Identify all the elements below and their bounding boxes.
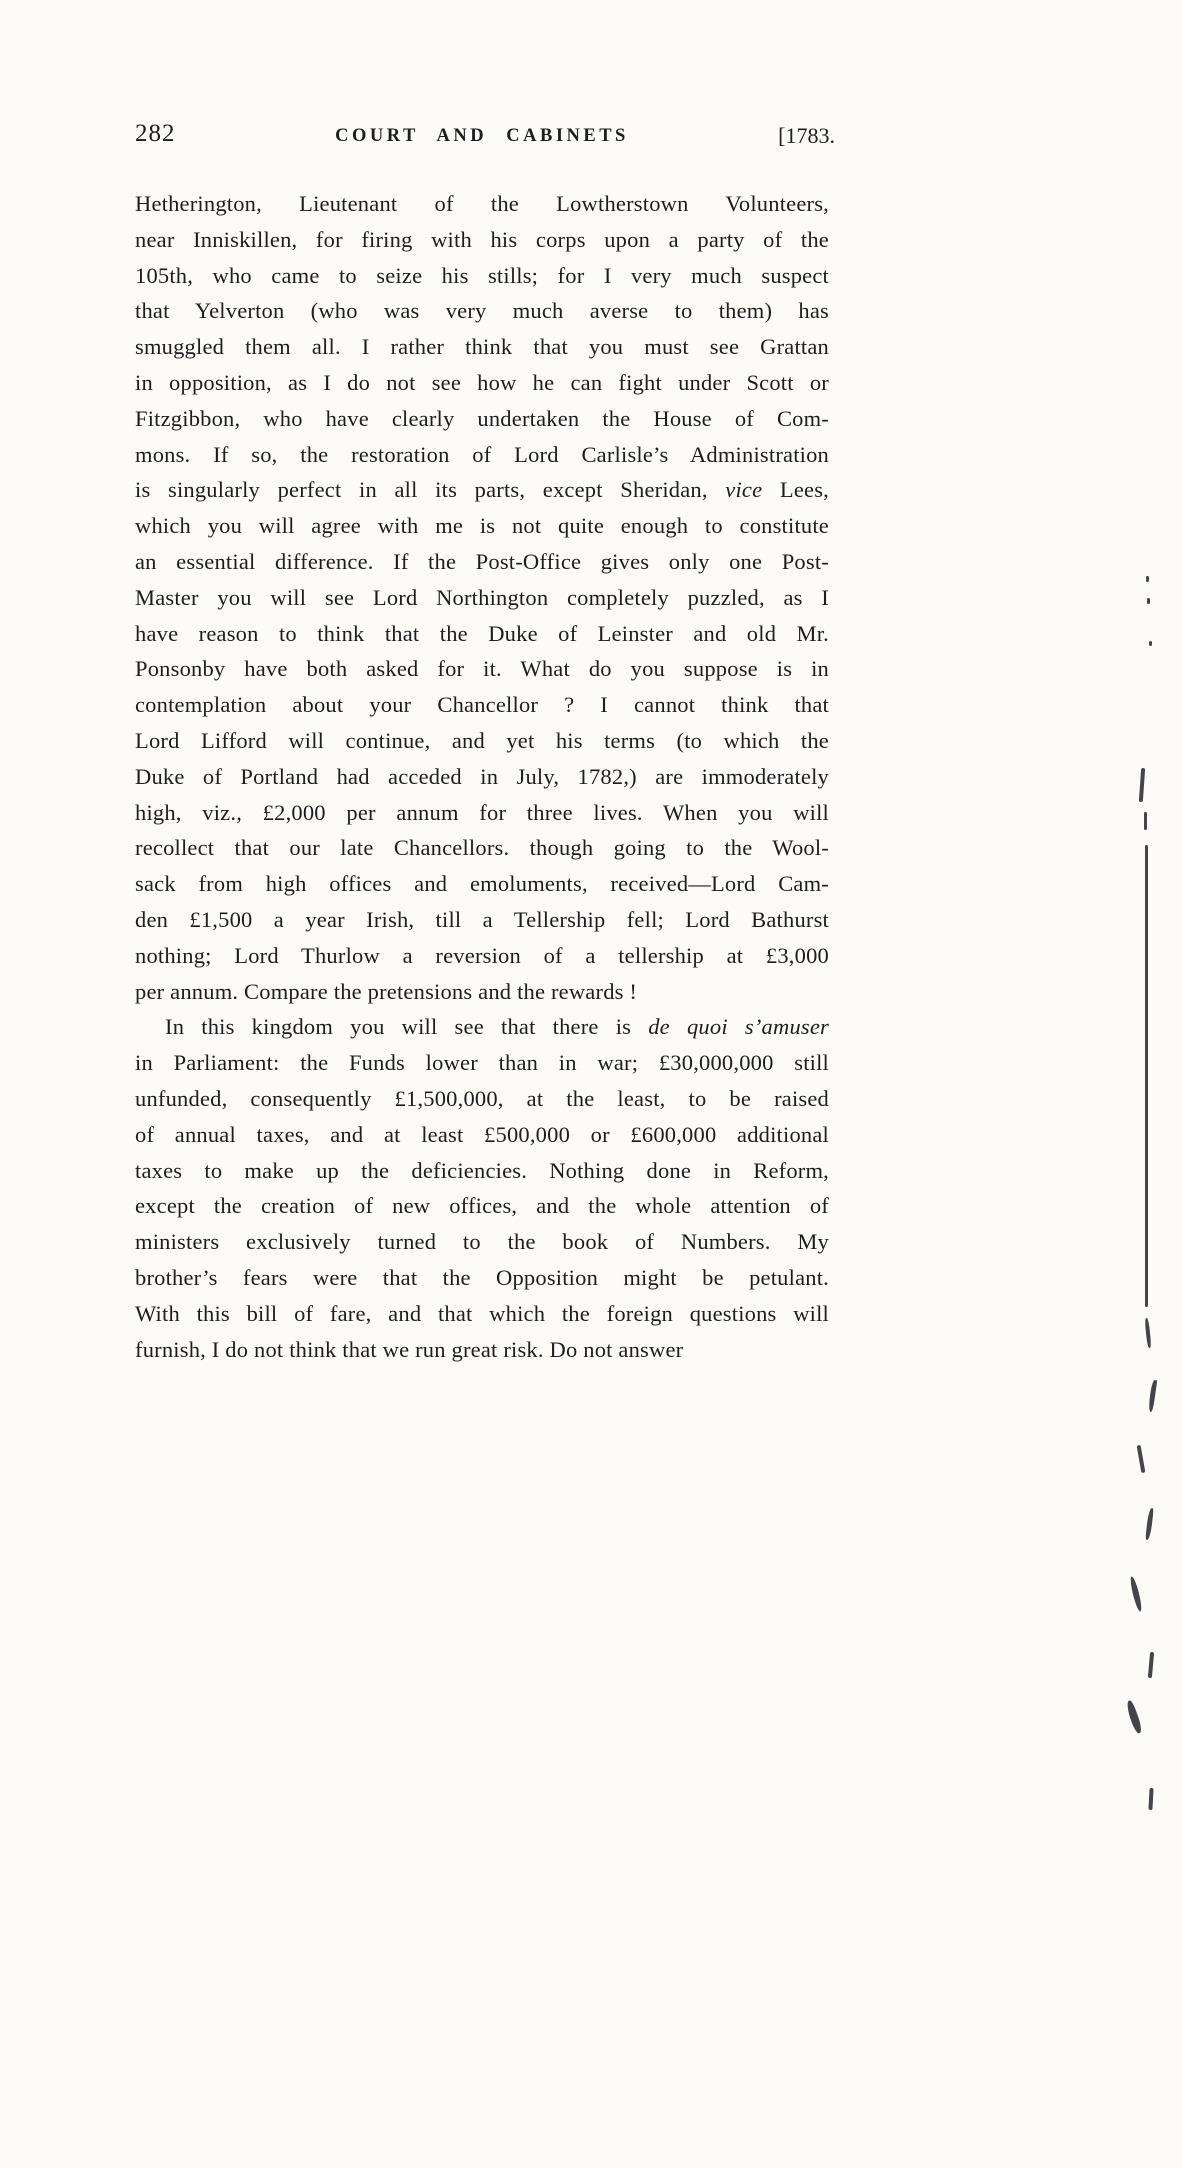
text-segment: Duke of Portland had acceded in July, 1782,) are immoderately <box>135 763 829 789</box>
ink-mark <box>1145 845 1148 1307</box>
ink-mark <box>1144 812 1147 830</box>
text-segment: unfunded, consequently £1,500,000, at the least, to be raised <box>135 1085 829 1111</box>
text-segment: mons. If so, the restoration of Lord Carlisle’s Administration <box>135 441 829 467</box>
text-line <box>135 401 829 437</box>
text-line <box>135 1081 829 1117</box>
text-line <box>135 1296 829 1332</box>
text-line <box>135 1260 829 1296</box>
text-segment: of annual taxes, and at least £500,000 or £600,000 additional <box>135 1121 829 1147</box>
text-line <box>135 687 829 723</box>
text-segment: contemplation about your Chancellor ? I cannot think that <box>135 692 829 718</box>
ink-mark <box>1124 1700 1143 1735</box>
text-line <box>135 293 829 329</box>
text-line <box>135 437 829 473</box>
text-segment: in Parliament: the Funds lower than in war; £30,000,000 still <box>135 1050 829 1076</box>
text-segment: which you will agree with me is not quite enough to constitute <box>135 513 829 539</box>
page-number: 282 <box>135 120 176 147</box>
text-line <box>135 1117 829 1153</box>
ink-mark <box>1147 598 1150 604</box>
text-line <box>135 580 829 616</box>
text-segment: In this kingdom you will see that there is <box>165 1014 649 1040</box>
page-header <box>135 120 835 156</box>
text-line <box>135 365 829 401</box>
text-segment: Lord Lifford will continue, and yet his terms (to which the <box>135 727 829 753</box>
text-segment: that Yelverton (who was very much averse to them) has <box>135 298 829 324</box>
page-body <box>135 186 829 1367</box>
text-segment: except the creation of new offices, and the whole attention of <box>135 1193 829 1219</box>
text-segment: furnish, I do not think that we run great risk. Do not answer <box>135 1336 684 1362</box>
text-segment: near Inniskillen, for firing with his corps upon a party of the <box>135 226 829 252</box>
text-line <box>135 759 829 795</box>
text-segment: brother’s fears were that the Opposition might be petulant. <box>135 1264 829 1290</box>
text-segment: Ponsonby have both asked for it. What do you suppose is in <box>135 656 829 682</box>
text-line <box>135 938 829 974</box>
ink-mark <box>1139 768 1145 802</box>
text-segment: is singularly perfect in all its parts, except Sheridan, <box>135 477 726 503</box>
text-line <box>135 472 829 508</box>
year-marker: [1783. <box>778 123 835 148</box>
text-line <box>135 1153 829 1189</box>
text-line <box>135 616 829 652</box>
ink-mark <box>1149 641 1152 646</box>
text-line <box>135 830 829 866</box>
text-line <box>135 1224 829 1260</box>
text-line <box>135 902 829 938</box>
ink-mark <box>1145 1508 1153 1540</box>
italic-text-segment: vice <box>725 477 763 503</box>
ink-mark <box>1148 1380 1157 1412</box>
running-title: COURT AND CABINETS <box>335 126 629 146</box>
text-line <box>135 795 829 831</box>
text-line <box>135 1332 829 1368</box>
text-line <box>135 1045 829 1081</box>
ink-mark <box>1129 1576 1144 1612</box>
text-segment: sack from high offices and emoluments, received—Lord Cam- <box>135 871 829 897</box>
text-segment: high, viz., £2,000 per annum for three lives. When you will <box>135 799 829 825</box>
text-segment: have reason to think that the Duke of Leinster and old Mr. <box>135 620 829 646</box>
ink-mark <box>1146 576 1149 582</box>
italic-text-segment: de quoi s’amuser <box>648 1014 829 1040</box>
text-segment: nothing; Lord Thurlow a reversion of a tellership at £3,000 <box>135 942 829 968</box>
text-line <box>135 974 829 1010</box>
ink-mark <box>1148 1788 1153 1810</box>
text-line <box>135 222 829 258</box>
text-segment: recollect that our late Chancellors. though going to the Wool- <box>135 835 829 861</box>
text-segment: den £1,500 a year Irish, till a Tellership fell; Lord Bathurst <box>135 906 829 932</box>
text-segment: 105th, who came to seize his stills; for I very much suspect <box>135 262 829 288</box>
text-line <box>135 723 829 759</box>
ink-mark <box>1137 1445 1146 1473</box>
text-line <box>135 258 829 294</box>
text-segment: taxes to make up the deficiencies. Nothing done in Reform, <box>135 1157 829 1183</box>
text-segment: Lees, <box>762 477 829 503</box>
text-line <box>135 866 829 902</box>
text-line <box>135 508 829 544</box>
text-segment: smuggled them all. I rather think that you must see Grattan <box>135 334 829 360</box>
text-line <box>135 186 829 222</box>
text-segment: Hetherington, Lieutenant of the Lowtherstown Volunteers, <box>135 191 829 216</box>
text-line <box>135 651 829 687</box>
ink-mark <box>1148 1652 1154 1678</box>
text-segment: an essential difference. If the Post-Office gives only one Post- <box>135 548 829 574</box>
ink-mark <box>1144 1318 1151 1348</box>
text-segment: With this bill of fare, and that which the foreign questions will <box>135 1300 829 1326</box>
text-line <box>135 1009 829 1045</box>
text-line <box>135 329 829 365</box>
text-line <box>135 1188 829 1224</box>
text-line <box>135 544 829 580</box>
text-segment: ministers exclusively turned to the book of Numbers. My <box>135 1229 829 1255</box>
text-segment: in opposition, as I do not see how he can fight under Scott or <box>135 369 829 395</box>
text-segment: Fitzgibbon, who have clearly undertaken the House of Com- <box>135 405 829 431</box>
text-segment: Master you will see Lord Northington completely puzzled, as I <box>135 584 829 610</box>
text-segment: per annum. Compare the pretensions and the rewards ! <box>135 978 638 1004</box>
